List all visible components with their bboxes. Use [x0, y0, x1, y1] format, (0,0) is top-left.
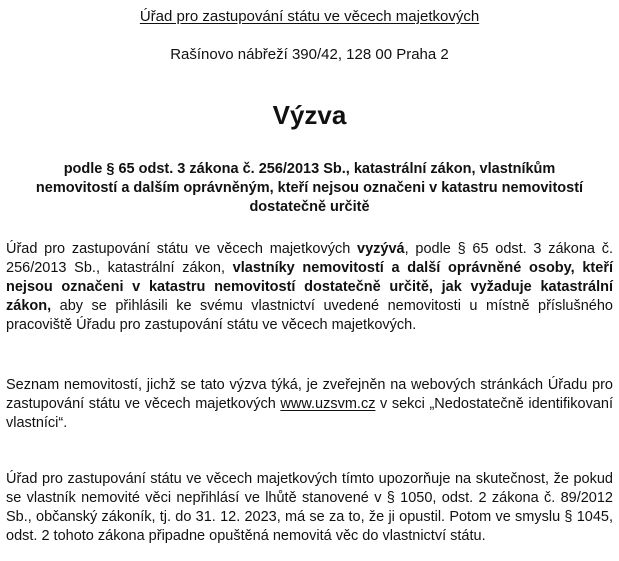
document-header [0, 8, 619, 26]
paragraph2-text-1: Seznam nemovitostí, jichž se tato výzva týká, je zveřejněn na webových stránkách Úřadu pro zastupování státu ve věcech majetkových [6, 377, 613, 412]
organization-name: Úřad pro zastupování státu ve věcech majetkových [139, 8, 480, 25]
paragraph1-text-1: Úřad pro zastupování státu ve věcech majetkových [6, 241, 358, 257]
document-title: Výzva [272, 100, 347, 130]
paragraph1-text-2: , podle § 65 odst. 3 zákona č. 256/2013 Sb., katastrální zákon, [6, 241, 614, 276]
paragraph2-text-2: v sekci „Nedostatečně identifikovaní vlastníci“. [6, 396, 613, 431]
paragraph-call-to-owners [6, 240, 613, 335]
organization-address: Rašínovo nábřeží 390/42, 128 00 Praha 2 [170, 46, 449, 63]
website-link[interactable]: www.uzsvm.cz [280, 396, 376, 412]
paragraph1-text-3: aby se přihlásili ke svému vlastnictví uvedené nemovitosti u místně příslušného pracoviště Úřadu pro zastupování státu ve věcech majetkových. [6, 298, 613, 333]
paragraph1-bold-1: vyzývá [357, 241, 405, 257]
paragraph-property-list [6, 376, 613, 433]
paragraph1-bold-2: vlastníky nemovitostí a další oprávněné osoby, kteří nejsou označeni v katastru nemovitostí dostatečně určitě, jak vyžaduje katastrální zákon, [6, 260, 613, 314]
paragraph-legal-notice: Úřad pro zastupování státu ve věcech majetkových tímto upozorňuje na skutečnost, že pokud se vlastník nemovité věci nepřihlásí ve lhůtě stanovené v § 1050, odst. 2 zákona č. 89/2012 Sb., občanský zákoník, tj. do 31. 12. 2023, má se za to, že ji opustil. Potom ve smyslu § 1045, odst. 2 tohoto zákona připadne opuštěná nemovitá věc do vlastnictví státu. [6, 471, 613, 544]
document-subtitle: podle § 65 odst. 3 zákona č. 256/2013 Sb., katastrální zákon, vlastníkům nemovitostí a dalším oprávněným, kteří nejsou označeni v katastru nemovitostí dostatečně určitě [35, 161, 584, 215]
